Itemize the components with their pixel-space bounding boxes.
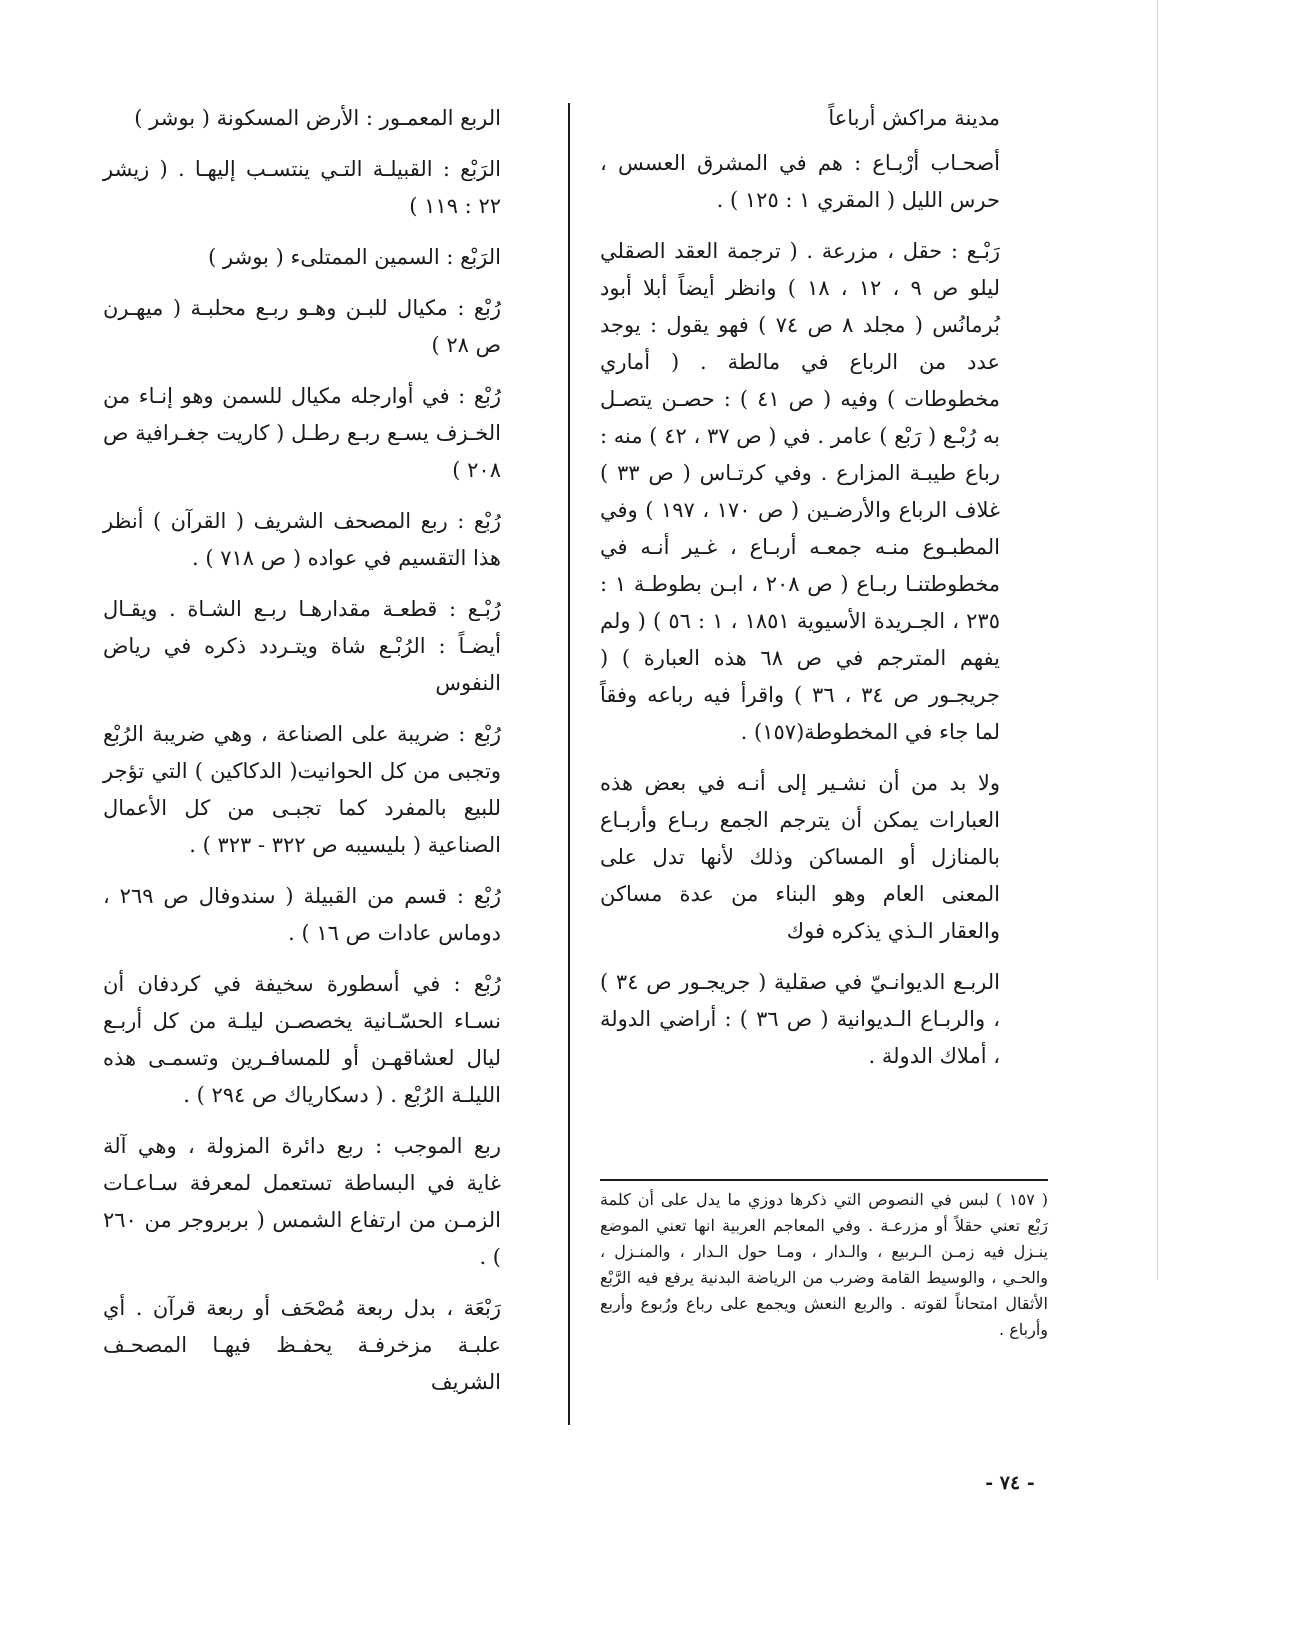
- entry-rub-kordofan: رُبْع : في أسطورة سخيفة في كردفان أن نسـاء الحسّـانية يخصصـن ليلـة من كل أربـع ليال لعشاقهـن أو للمسافـرين وتسمـى هذه الليلـة الرُبْع . ( دسكارياك ص ٢٩٤ ) .: [103, 972, 501, 1107]
- page-running-heading: مدينة مراكش أرباعاً: [828, 106, 1000, 130]
- page-edge-line: [1157, 0, 1158, 1280]
- entry-ashab-arba: أصحـاب أرْبـاع : هم في المشرق العسس ، حرس الليل ( المقري ١ : ١٢٥ ) .: [600, 151, 1000, 212]
- entry-rub-ghee-measure: رُبْع : في أوارجله مكيال للسمن وهو إنـاء من الخـزف يسـع ربـع رطـل ( كاريت جغـرافية ص ٢٠٨ ): [103, 384, 501, 482]
- entry-rub-milk-measure: رُبْع : مكيال للبـن وهـو ربـع محلبـة ( ميهـرن ص ٢٨ ): [103, 296, 501, 357]
- entry-rab-diwani: الربـع الديوانـيّ في صقلية ( جريجـور ص ٣٤ ) ، والربـاع الـديوانية ( ص ٣٦ ) : أراضي الدولة ، أملاك الدولة .: [600, 970, 1001, 1068]
- entry-rab-field: رَبْـع : حقل ، مزرعة . ( ترجمة العقد الصقلي ليلو ص ٩ ، ١٢ ، ١٨ ) وانظر أيضاً أبلا أبود بُرمانُس ( مجلد ٨ ص ٧٤ ) فهو يقول : يوجد عدد من الرباع في مالطة . ( أماري مخطوطات ) وفيه ( ص ٤١ ) : حصـن يتصـل به رُبْـع ( رَبْع ) عامر . في ( ص ٣٧ ، ٤٢ ) منه : رباع طيبـة المزارع . وفي كرتـاس ( ص ٣٣ ) غلاف الرباع والأرضـين ( ص ١٧٠ ، ١٩٧ ) وفي المطبـوع منـه جمعـه أربـاع ، غـير أنـه في مخطوطتنـا ربـاع ( ص ٢٠٨ ، ابـن بطوطـة ١ : ٢٣٥ ، الجـريدة الأسيوية ١٨٥١ ، ١ : ٥٦ ) ( ولم يفهم المترجم في ص ٦٨ هذه العبارة ) ( جريجـور ص ٣٤ ، ٣٦ ) واقرأ فيه رباعه وفقاً لما جاء في المخطوطة(١٥٧) .: [600, 239, 1001, 744]
- footnote-rule: [600, 1179, 1048, 1181]
- entry-rab-mamur: الربع المعمـور : الأرض المسكونة ( بوشر ): [134, 106, 501, 130]
- right-column: [600, 100, 1000, 1089]
- left-column: [103, 100, 501, 1415]
- entry-rub-quran: رُبْع : ربع المصحف الشريف ( القرآن ) أنظر هذا التقسيم في عواده ( ص ٧١٨ ) .: [103, 509, 501, 570]
- note-plural-meaning: ولا بد من أن نشـير إلى أنـه في بعض هذه العبارات يمكن أن يترجم الجمع ربـاع وأربـاع بالمنازل أو المساكن وذلك لأنها تدل على المعنى العام وهو البناء من عدة مساكن والعقار الـذي يذكره فوك: [600, 771, 1000, 943]
- page-number: - ٧٤ -: [985, 1472, 1035, 1494]
- column-divider: [568, 103, 570, 1425]
- entry-rub-tribe-section: رُبْع : قسم من القبيلة ( سندوفال ص ٢٦٩ ، دوماس عادات ص ١٦ ) .: [103, 884, 501, 945]
- entry-rab-fat: الرَبْع : السمين الممتلىء ( بوشر ): [208, 245, 501, 269]
- entry-rabaa: رَبْعَة ، بدل ربعة مُصْحَف أو ربعة قرآن . أي علبـة مزخرفـة يحفـظ فيهـا المصحـف الشريف: [103, 1296, 501, 1394]
- entry-rab-tribe: الرَبْع : القبيلـة التـي ينتسـب إليهـا . ( زيشر ٢٢ : ١١٩ ): [103, 157, 501, 218]
- entry-rub-sheep: رُبْـع : قطعـة مقدارهـا ربـع الشـاة . ويقـال أيضـاً : الرُبْـع شاة ويتـردد ذكره في رياض النفوس: [103, 597, 501, 695]
- footnote-157: ( ١٥٧ ) لبس في النصوص التي ذكرها دوزي ما يدل على أن كلمة رَبْع تعني حقلاً أو مزرعـة . وفي المعاجم العربية انها تعني الموضع ينـزل فيه زمـن الـربيع ، والـدار ، ومـا حول الـدار ، والمنـزل ، والحـي ، والوسيط القامة وضرب من الرياضة البدنية يرفع فيه الرَّبْع الأثقال امتحاناً لقوته . والربع النعش ويجمع على رباع ورُبوع وأربع وأرباع .: [600, 1190, 1049, 1339]
- entry-rub-mujib: ربع الموجب : ربع دائرة المزولة ، وهي آلة غاية في البساطة تستعمل لمعرفة سـاعـات الزمـن من ارتفاع الشمس ( بربروجر من ٢٦٠ ) .: [103, 1134, 501, 1269]
- entry-rub-tax: رُبْع : ضريبة على الصناعة ، وهي ضريبة الرُبْع وتجبى من كل الحوانيت( الدكاكين ) التي تؤجر للبيع بالمفرد كما تجبـى من كل الأعمال الصناعية ( بليسيبه ص ٣٢٢ - ٣٢٣ ) .: [103, 722, 501, 857]
